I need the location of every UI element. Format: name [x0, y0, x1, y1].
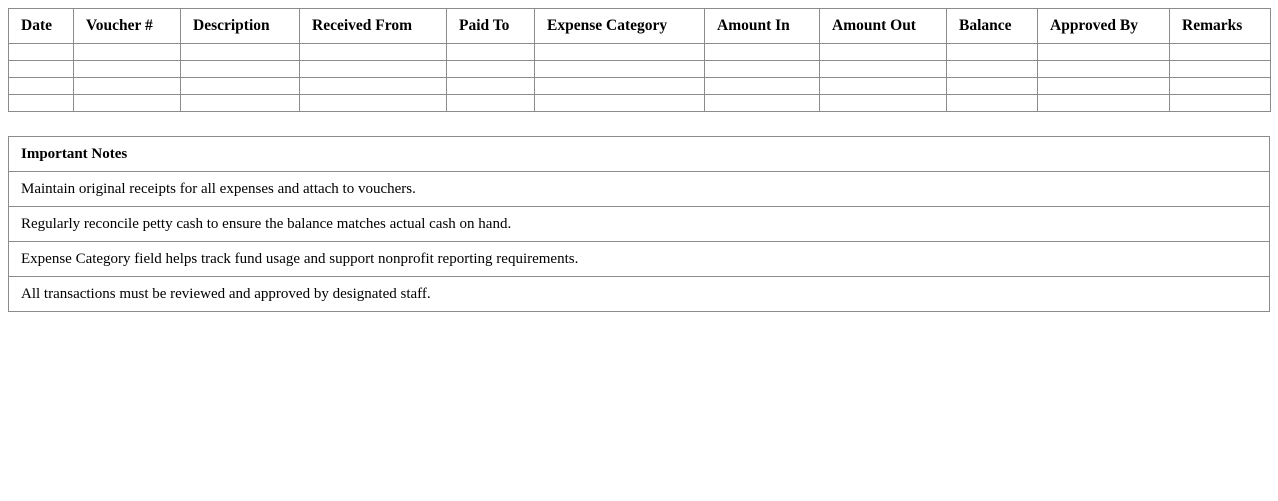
note-row	[9, 207, 1270, 242]
table-cell[interactable]	[74, 78, 181, 95]
table-row	[9, 44, 1271, 61]
column-header-amount-in: Amount In	[705, 9, 820, 44]
table-cell[interactable]	[705, 61, 820, 78]
table-cell[interactable]	[300, 95, 447, 112]
table-cell[interactable]	[74, 95, 181, 112]
ledger-header-row	[9, 9, 1271, 44]
table-cell[interactable]	[300, 61, 447, 78]
table-cell[interactable]	[1038, 78, 1170, 95]
table-cell[interactable]	[181, 95, 300, 112]
table-row	[9, 78, 1271, 95]
table-cell[interactable]	[9, 95, 74, 112]
notes-heading: Important Notes	[9, 137, 1270, 172]
column-header-date: Date	[9, 9, 74, 44]
ledger-body	[9, 44, 1271, 112]
table-cell[interactable]	[535, 44, 705, 61]
table-cell[interactable]	[535, 95, 705, 112]
table-cell[interactable]	[447, 61, 535, 78]
table-cell[interactable]	[9, 61, 74, 78]
column-header-remarks: Remarks	[1170, 9, 1271, 44]
table-cell[interactable]	[300, 44, 447, 61]
table-cell[interactable]	[74, 44, 181, 61]
table-cell[interactable]	[74, 61, 181, 78]
table-cell[interactable]	[300, 78, 447, 95]
table-cell[interactable]	[1170, 61, 1271, 78]
table-cell[interactable]	[447, 44, 535, 61]
note-row	[9, 242, 1270, 277]
table-cell[interactable]	[447, 95, 535, 112]
table-cell[interactable]	[1038, 95, 1170, 112]
table-cell[interactable]	[447, 78, 535, 95]
table-cell[interactable]	[1038, 61, 1170, 78]
column-header-expense-category: Expense Category	[535, 9, 705, 44]
column-header-paid-to: Paid To	[447, 9, 535, 44]
note-row	[9, 277, 1270, 312]
note-item: All transactions must be reviewed and approved by designated staff.	[9, 277, 1270, 312]
column-header-amount-out: Amount Out	[820, 9, 947, 44]
table-cell[interactable]	[820, 44, 947, 61]
table-cell[interactable]	[1170, 78, 1271, 95]
note-item: Maintain original receipts for all expenses and attach to vouchers.	[9, 172, 1270, 207]
table-cell[interactable]	[1170, 44, 1271, 61]
table-cell[interactable]	[181, 44, 300, 61]
table-cell[interactable]	[181, 78, 300, 95]
table-cell[interactable]	[820, 61, 947, 78]
table-cell[interactable]	[1038, 44, 1170, 61]
note-item: Regularly reconcile petty cash to ensure the balance matches actual cash on hand.	[9, 207, 1270, 242]
table-row	[9, 95, 1271, 112]
note-row	[9, 172, 1270, 207]
table-cell[interactable]	[9, 78, 74, 95]
table-cell[interactable]	[1170, 95, 1271, 112]
table-cell[interactable]	[947, 44, 1038, 61]
table-cell[interactable]	[705, 44, 820, 61]
important-notes-table	[8, 136, 1270, 312]
table-cell[interactable]	[705, 78, 820, 95]
table-cell[interactable]	[535, 78, 705, 95]
column-header-approved-by: Approved By	[1038, 9, 1170, 44]
table-cell[interactable]	[9, 44, 74, 61]
note-item: Expense Category field helps track fund usage and support nonprofit reporting requirements.	[9, 242, 1270, 277]
table-row	[9, 61, 1271, 78]
table-cell[interactable]	[947, 95, 1038, 112]
petty-cash-ledger-table	[8, 8, 1271, 112]
table-cell[interactable]	[535, 61, 705, 78]
table-cell[interactable]	[947, 78, 1038, 95]
table-cell[interactable]	[705, 95, 820, 112]
column-header-balance: Balance	[947, 9, 1038, 44]
column-header-voucher-number: Voucher #	[74, 9, 181, 44]
column-header-received-from: Received From	[300, 9, 447, 44]
notes-heading-row	[9, 137, 1270, 172]
column-header-description: Description	[181, 9, 300, 44]
table-cell[interactable]	[947, 61, 1038, 78]
table-cell[interactable]	[820, 95, 947, 112]
table-cell[interactable]	[181, 61, 300, 78]
table-cell[interactable]	[820, 78, 947, 95]
